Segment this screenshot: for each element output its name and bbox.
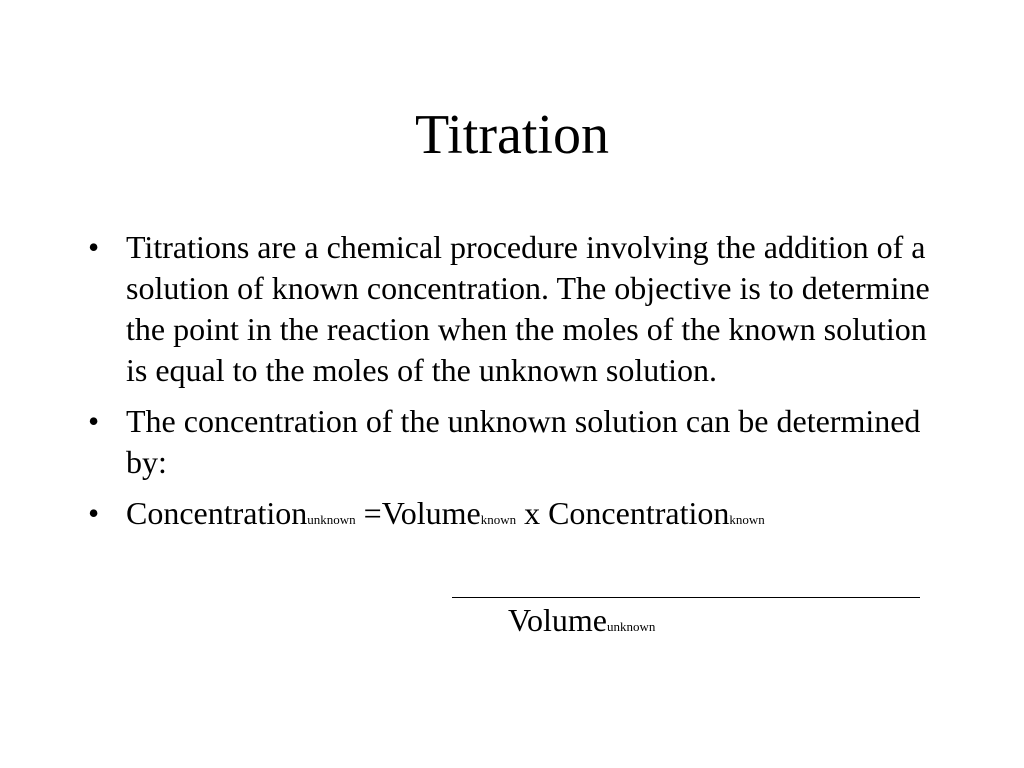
formula-known-subscript: known bbox=[729, 512, 765, 527]
formula-bullet bbox=[88, 493, 948, 534]
bullet-icon: • bbox=[88, 403, 100, 439]
slide-title: Titration bbox=[415, 104, 609, 166]
denominator-unknown-subscript: unknown bbox=[606, 619, 656, 634]
bullet-text: The concentration of the unknown solution can be determined by: bbox=[126, 403, 921, 480]
formula-volume-term: =Volume bbox=[355, 495, 481, 531]
fraction-bar bbox=[452, 597, 920, 598]
denominator-volume-term: Volume bbox=[508, 602, 607, 638]
bullet-icon: • bbox=[88, 229, 100, 265]
formula-unknown-subscript: unknown bbox=[307, 512, 356, 527]
bullet-list bbox=[88, 227, 948, 544]
formula-concentration-term: Concentration bbox=[126, 495, 308, 531]
bullet-icon: • bbox=[88, 495, 100, 531]
bullet-item bbox=[88, 227, 948, 391]
bullet-item bbox=[88, 401, 948, 483]
formula-times-concentration-term: x Concentration bbox=[516, 495, 730, 531]
formula-known-subscript: known bbox=[480, 512, 517, 527]
bullet-text: Titrations are a chemical procedure involving the addition of a solution of known concentration. The objective is to determine the point in the reaction when the moles of the known solution is equal to the moles of the unknown solution. bbox=[126, 229, 930, 388]
formula-denominator bbox=[508, 600, 655, 641]
